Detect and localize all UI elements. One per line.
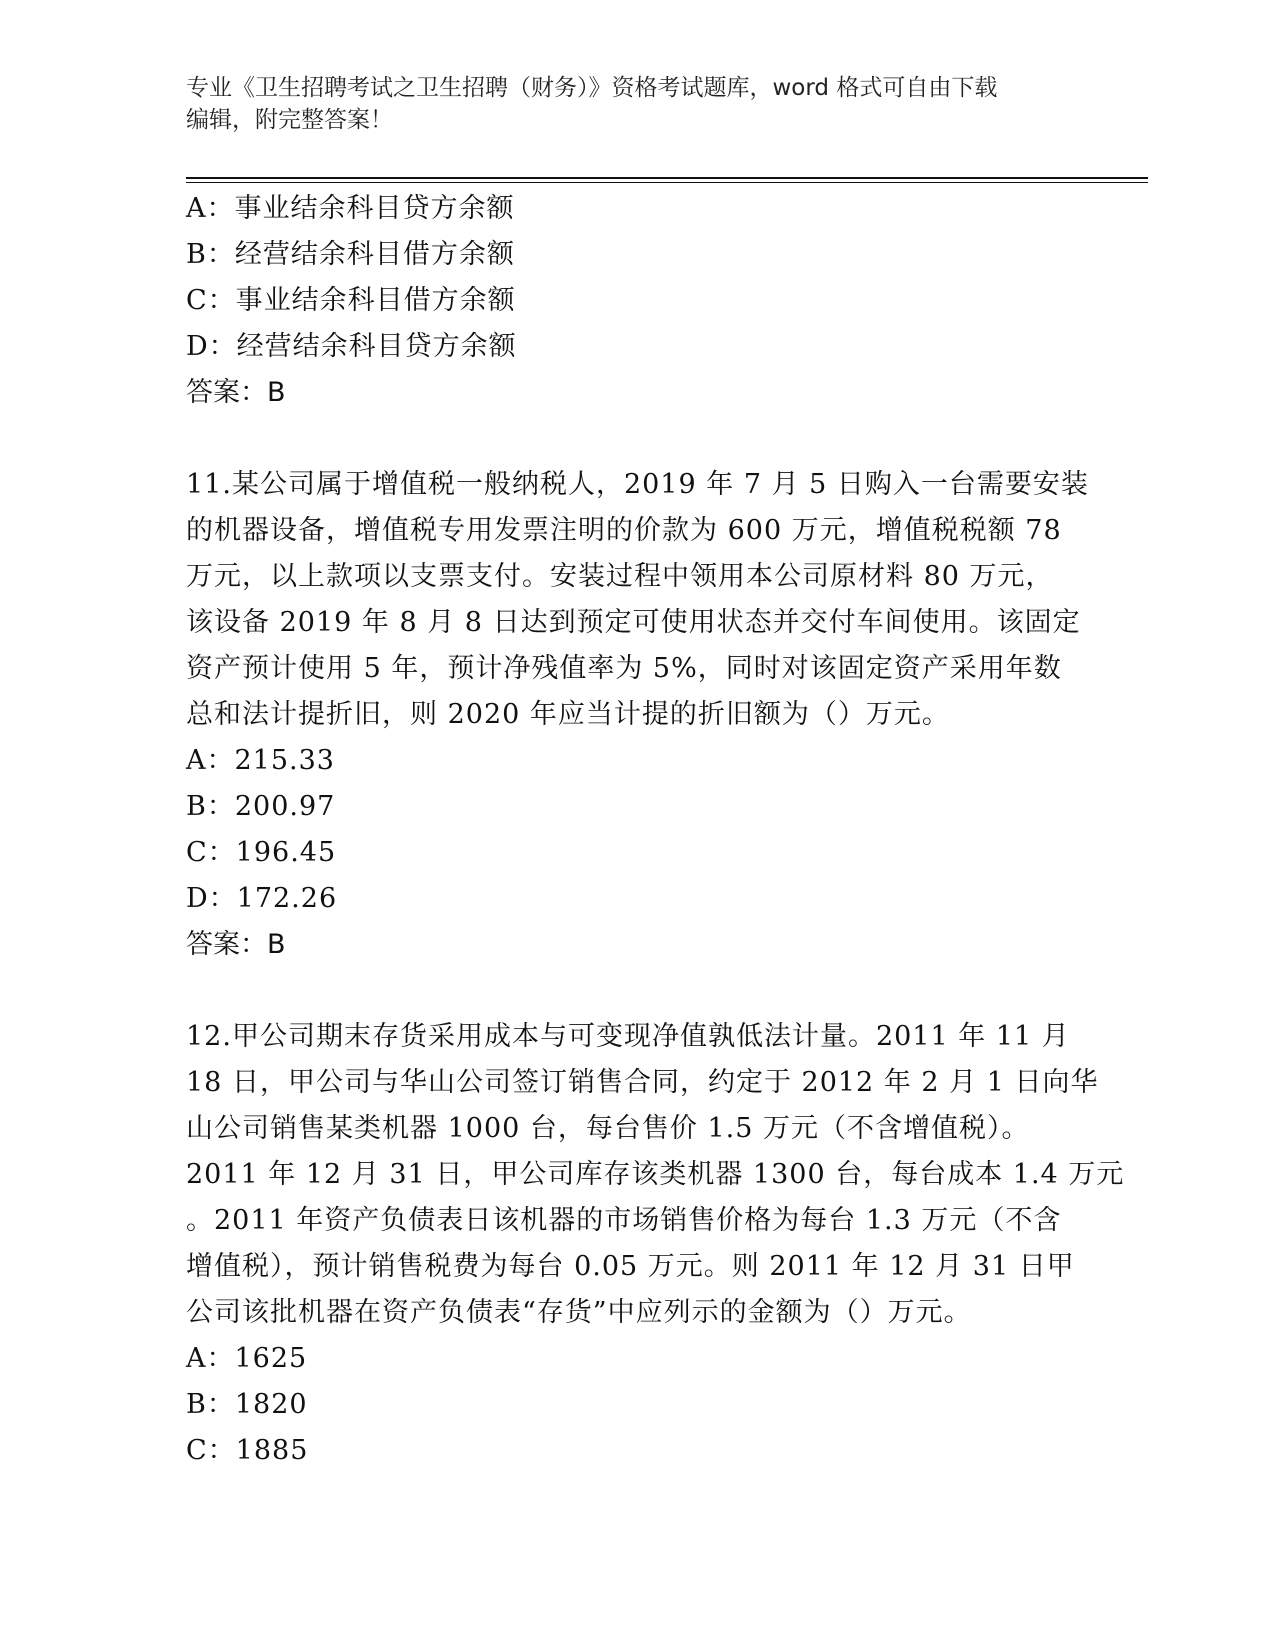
header-line-2: 编辑，附完整答案！: [186, 107, 393, 133]
option-b: B：经营结余科目借方余额: [186, 239, 515, 270]
question-text-line: 的机器设备，增值税专用发票注明的价款为 600 万元，增值税税额 78: [186, 515, 1062, 546]
spacer: [186, 416, 1086, 462]
option-d: D：172.26: [186, 883, 338, 914]
question-text-line: 资产预计使用 5 年，预计净残值率为 5%，同时对该固定资产采用年数: [186, 653, 1062, 684]
header-divider-thin: [186, 182, 1148, 183]
question-10: [186, 186, 1086, 416]
question-12: [186, 1014, 1125, 1474]
option-c: C：事业结余科目借方余额: [186, 285, 516, 316]
question-text-line: 2011 年 12 月 31 日，甲公司库存该类机器 1300 台，每台成本 1.4 万元: [186, 1159, 1125, 1190]
question-text-line: 增值税），预计销售税费为每台 0.05 万元。则 2011 年 12 月 31 日甲: [186, 1251, 1075, 1282]
question-text-line: 11.某公司属于增值税一般纳税人，2019 年 7 月 5 日购入一台需要安装: [186, 469, 1089, 500]
option-a: A：215.33: [186, 745, 335, 776]
option-c: C：196.45: [186, 837, 337, 868]
header-divider-thick: [186, 177, 1148, 179]
spacer: [186, 968, 1086, 1014]
question-text-line: 万元，以上款项以支票支付。安装过程中领用本公司原材料 80 万元，: [186, 561, 1054, 592]
question-text-line: 该设备 2019 年 8 月 8 日达到预定可使用状态并交付车间使用。该固定: [186, 607, 1081, 638]
option-d: D：经营结余科目贷方余额: [186, 331, 517, 362]
option-a: A：事业结余科目贷方余额: [186, 193, 515, 224]
question-text-line: 12.甲公司期末存货采用成本与可变现净值孰低法计量。2011 年 11 月: [186, 1021, 1070, 1052]
answer-line: 答案：B: [186, 929, 286, 960]
question-11: [186, 462, 1089, 968]
answer-line: 答案：B: [186, 377, 286, 408]
question-text-line: 总和法计提折旧，则 2020 年应当计提的折旧额为（）万元。: [186, 699, 950, 730]
option-b: B：1820: [186, 1389, 308, 1420]
question-list: [186, 186, 1125, 1474]
header-line-1: 专业《卫生招聘考试之卫生招聘（财务）》资格考试题库，word 格式可自由下载: [186, 75, 998, 101]
question-text-line: 18 日，甲公司与华山公司签订销售合同，约定于 2012 年 2 月 1 日向华: [186, 1067, 1099, 1098]
document-header: [186, 72, 1086, 136]
question-text-line: 山公司销售某类机器 1000 台，每台售价 1.5 万元（不含增值税）。: [186, 1113, 1030, 1144]
question-text-line: 公司该批机器在资产负债表“存货”中应列示的金额为（）万元。: [186, 1297, 972, 1328]
option-c: C：1885: [186, 1435, 309, 1466]
question-text-line: 。2011 年资产负债表日该机器的市场销售价格为每台 1.3 万元（不含: [186, 1205, 1062, 1236]
option-a: A：1625: [186, 1343, 308, 1374]
option-b: B：200.97: [186, 791, 336, 822]
